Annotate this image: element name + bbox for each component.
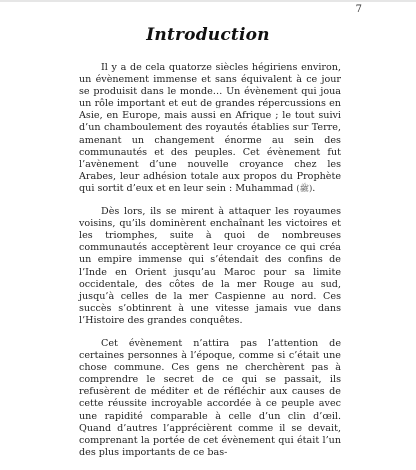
paragraph-1-end: .	[312, 182, 316, 194]
paragraph-3: Cet évènement n’attira pas l’attention de certaines personnes à l’époque, comme si c’était une chose commune. Ces gens ne cherchèrent pas à comprendre le secret de ce qui se passait, ils refusèrent de méditer et de réfléchir aux causes de cette réussite incroyable accordée à ce peuple avec une rapidité comparable à celle d’un clin d’œil. Quand d’autres l’apprécièrent comme il se devait, comprenant la portée de cet évènement qui était l’un des plus importants de ce bas-	[79, 337, 341, 458]
paragraph-2: Dès lors, ils se mirent à attaquer les royaumes voisins, qu’ils dominèrent enchaînant les victoires et les triomphes, suite à quoi de nombreuses communautés acceptèrent leur croyance ce qui créa un empire immense qui s’étendait des confins de l’Inde en Orient jusqu’au Maroc pour sa limite occidentale, des côtes de la mer Rouge au sud, jusqu’à celles de la mer Caspienne au nord. Ces succès s’obtinrent à une vitesse jamais vue dans l’Histoire des grandes conquêtes.	[79, 206, 341, 326]
top-edge-line	[0, 0, 416, 2]
paragraph-1-text: Il y a de cela quatorze siècles hégiriens environ, un évènement immense et sans équivalent à ce jour se produisit dans le monde… Un évènement qui joua un rôle important et eut de grandes répercussions en Asie, en Europe, mais aussi en Afrique ; le tout suivi d’un chamboulement des royautés établies sur Terre, amenant un changement énorme au sein des communautés et des peuples. Cet évènement fut l’avènement d’une nouvelle croyance chez les Arabes, leur adhésion totale aux propos du Prophète qui sortit d’eux et en leur sein : Muhammad	[79, 62, 341, 194]
paragraph-1	[79, 62, 341, 195]
chapter-title: Introduction	[146, 25, 270, 45]
body-text	[79, 62, 341, 470]
honorific-glyph: (ﷺ)	[296, 183, 313, 193]
page-number: 7	[355, 4, 362, 15]
